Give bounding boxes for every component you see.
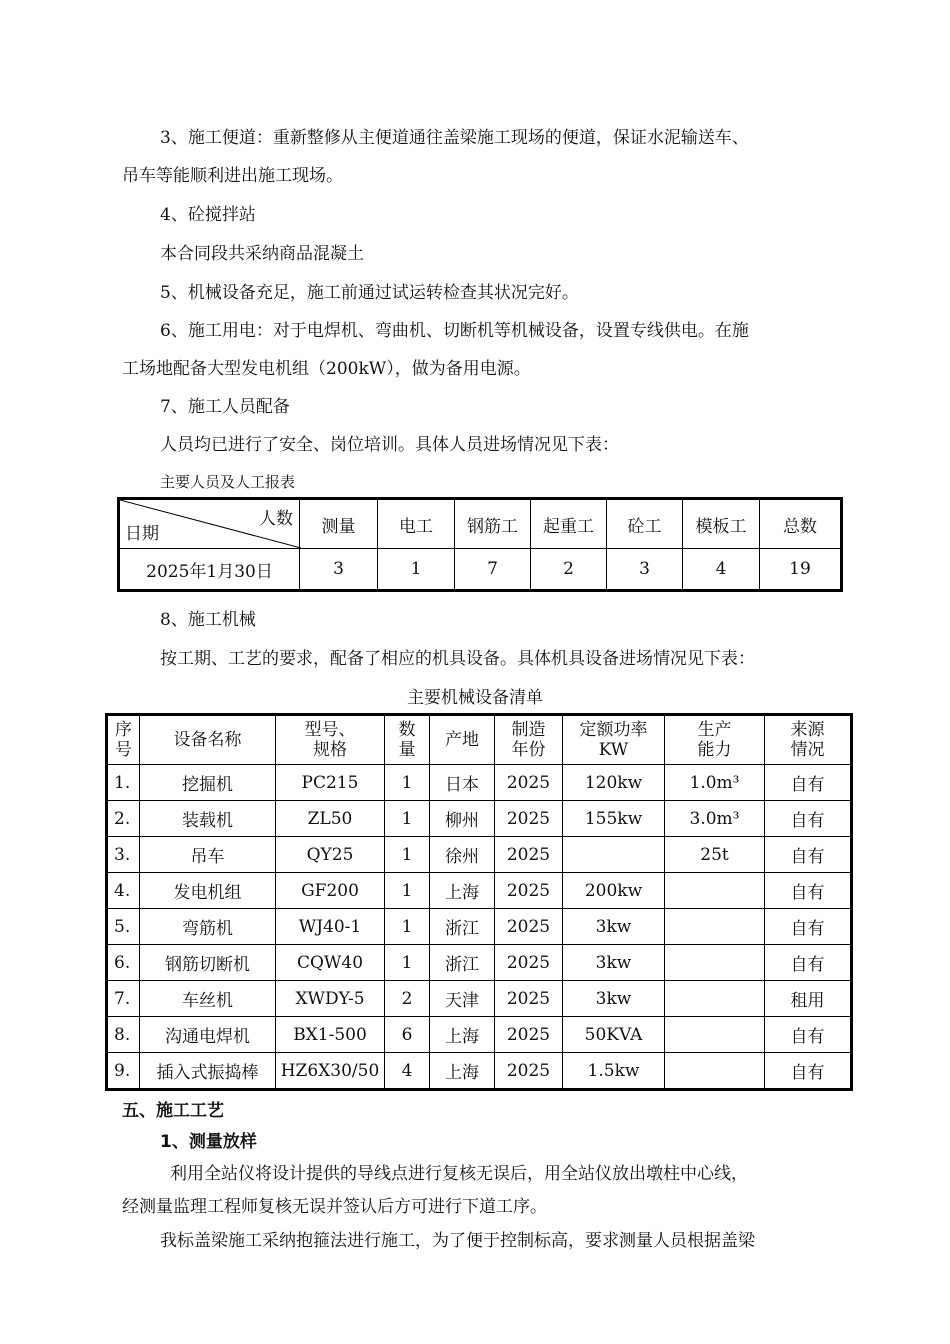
paragraph-road-line1: 3、施工便道：重新整修从主便道通往盖梁施工现场的便道，保证水泥输送车、 [160,128,749,148]
table-row [107,765,852,801]
cell-origin: 柳州 [430,801,495,837]
cell-year: 2025 [495,1053,563,1090]
cell-name: 吊车 [140,837,276,873]
cell-model: BX1-500 [276,1017,385,1053]
cell-source: 自有 [765,801,852,837]
cell-year: 2025 [495,1017,563,1053]
date-cell: 2025年1月30日 [119,549,300,591]
header-line: 来源 [790,720,825,740]
cell-model: QY25 [276,837,385,873]
cell-capacity [665,873,765,909]
value-cell: 2 [531,549,607,591]
table-row [107,1053,852,1090]
header-line: 规格 [313,740,347,760]
cell-model: XWDY-5 [276,981,385,1017]
cell-origin: 浙江 [430,945,495,981]
paragraph-concrete: 本合同段共采纳商品混凝土 [160,244,364,264]
personnel-header-row [119,499,842,549]
cell-name: 沟通电焊机 [140,1017,276,1053]
header-origin: 产地 [430,715,495,765]
cell-model: ZL50 [276,801,385,837]
cell-year: 2025 [495,945,563,981]
cell-no: 6. [107,945,140,981]
header-power [563,715,665,765]
paragraph-equipment: 5、机械设备充足，施工前通过试运转检查其状况完好。 [160,283,579,303]
cell-model: PC215 [276,765,385,801]
cell-no: 9. [107,1053,140,1090]
cell-no: 8. [107,1017,140,1053]
cell-qty: 2 [385,981,430,1017]
cell-model: WJ40-1 [276,909,385,945]
cell-origin: 日本 [430,765,495,801]
cell-power: 3kw [563,981,665,1017]
header-cell: 测量 [300,499,378,549]
value-cell: 1 [378,549,455,591]
paragraph-personnel-body: 人员均已进行了安全、岗位培训。具体人员进场情况见下表： [160,435,619,455]
table-row [107,945,852,981]
header-line: 号 [115,740,132,760]
cell-year: 2025 [495,981,563,1017]
table-row [107,909,852,945]
cell-qty: 1 [385,945,430,981]
cell-name: 装载机 [140,801,276,837]
cell-name: 弯筋机 [140,909,276,945]
paragraph-power-line2: 工场地配备大型发电机组（200kW），做为备用电源。 [122,359,531,379]
personnel-table-caption: 主要人员及人工报表 [160,473,296,491]
cell-origin: 上海 [430,873,495,909]
header-qty [385,715,430,765]
cell-no: 4. [107,873,140,909]
equipment-table [105,713,853,1091]
cell-name: 车丝机 [140,981,276,1017]
cell-capacity [665,945,765,981]
cell-qty: 1 [385,909,430,945]
cell-qty: 6 [385,1017,430,1053]
cell-model: CQW40 [276,945,385,981]
cell-capacity: 3.0m³ [665,801,765,837]
value-cell: 3 [300,549,378,591]
table-row [107,837,852,873]
header-line: 制造 [511,720,546,740]
header-cell: 模板工 [683,499,760,549]
header-line: 情况 [790,740,825,760]
cell-year: 2025 [495,837,563,873]
header-cell: 电工 [378,499,455,549]
cell-origin: 天津 [430,981,495,1017]
cell-capacity: 25t [665,837,765,873]
header-cell: 起重工 [531,499,607,549]
cell-no: 5. [107,909,140,945]
cell-no: 2. [107,801,140,837]
cell-source: 自有 [765,1053,852,1090]
header-capacity [665,715,765,765]
survey-body-line3: 我标盖梁施工采纳抱箍法进行施工，为了便于控制标高，要求测量人员根据盖梁 [160,1231,755,1251]
header-cell: 钢筋工 [455,499,531,549]
cell-name: 挖掘机 [140,765,276,801]
header-line: 定额功率 [579,720,648,740]
cell-no: 3. [107,837,140,873]
cell-qty: 1 [385,801,430,837]
cell-name: 插入式振捣棒 [140,1053,276,1090]
table-row [107,981,852,1017]
cell-power: 3kw [563,945,665,981]
cell-source: 租用 [765,981,852,1017]
table-row [107,873,852,909]
cell-origin: 上海 [430,1017,495,1053]
equipment-header-row [107,715,852,765]
cell-power [563,837,665,873]
cell-source: 自有 [765,765,852,801]
cell-no: 7. [107,981,140,1017]
table-row [107,1017,852,1053]
header-year [495,715,563,765]
cell-power: 120kw [563,765,665,801]
header-line: 年份 [511,740,546,760]
cell-power: 200kw [563,873,665,909]
cell-year: 2025 [495,873,563,909]
cell-capacity [665,981,765,1017]
cell-qty: 1 [385,837,430,873]
cell-qty: 4 [385,1053,430,1090]
cell-year: 2025 [495,765,563,801]
cell-qty: 1 [385,765,430,801]
header-line: 生产 [697,720,732,740]
cell-power: 3kw [563,909,665,945]
header-cell: 砼工 [607,499,683,549]
cell-source: 自有 [765,873,852,909]
cell-source: 自有 [765,945,852,981]
survey-body-line2: 经测量监理工程师复核无误并签认后方可进行下道工序。 [122,1197,547,1217]
cell-power: 1.5kw [563,1053,665,1090]
personnel-data-row [119,549,842,591]
header-line: 能力 [697,740,732,760]
header-source [765,715,852,765]
header-line: KW [598,740,629,760]
corner-header-cell [119,499,300,549]
corner-label-date: 日期 [125,524,159,544]
cell-capacity: 1.0m³ [665,765,765,801]
paragraph-road-line2: 吊车等能顺利进出施工现场。 [122,166,343,186]
value-cell: 3 [607,549,683,591]
cell-source: 自有 [765,909,852,945]
survey-body-line1: 利用全站仪将设计提供的导线点进行复核无误后，用全站仪放出墩柱中心线， [170,1164,748,1184]
cell-year: 2025 [495,909,563,945]
cell-name: 钢筋切断机 [140,945,276,981]
cell-capacity [665,1017,765,1053]
cell-year: 2025 [495,801,563,837]
cell-origin: 徐州 [430,837,495,873]
header-model [276,715,385,765]
table-row [107,801,852,837]
cell-source: 自有 [765,837,852,873]
cell-source: 自有 [765,1017,852,1053]
paragraph-mixing-station: 4、砼搅拌站 [160,205,256,225]
cell-origin: 浙江 [430,909,495,945]
header-line: 型号、 [304,720,356,740]
cell-no: 1. [107,765,140,801]
paragraph-personnel: 7、施工人员配备 [160,397,290,417]
header-line: 数 [398,720,416,740]
equipment-table-caption: 主要机械设备清单 [407,688,543,708]
cell-power: 50KVA [563,1017,665,1053]
personnel-table [117,497,843,592]
cell-capacity [665,1053,765,1090]
paragraph-machinery-body: 按工期、工艺的要求，配备了相应的机具设备。具体机具设备进场情况见下表： [160,649,755,669]
cell-capacity [665,909,765,945]
cell-name: 发电机组 [140,873,276,909]
subsection-title: 1、测量放样 [160,1132,257,1152]
value-cell: 4 [683,549,760,591]
header-cell: 总数 [760,499,842,549]
cell-power: 155kw [563,801,665,837]
cell-model: HZ6X30/50 [276,1053,385,1090]
paragraph-machinery: 8、施工机械 [160,610,256,630]
cell-origin: 上海 [430,1053,495,1090]
cell-model: GF200 [276,873,385,909]
header-line: 序 [115,720,132,740]
cell-qty: 1 [385,873,430,909]
corner-label-count: 人数 [259,509,293,529]
value-cell: 19 [760,549,842,591]
section-title: 五、施工工艺 [122,1101,224,1121]
value-cell: 7 [455,549,531,591]
header-line: 量 [398,740,416,760]
paragraph-power-line1: 6、施工用电：对于电焊机、弯曲机、切断机等机械设备，设置专线供电。在施 [160,321,749,341]
header-name: 设备名称 [140,715,276,765]
header-no [107,715,140,765]
